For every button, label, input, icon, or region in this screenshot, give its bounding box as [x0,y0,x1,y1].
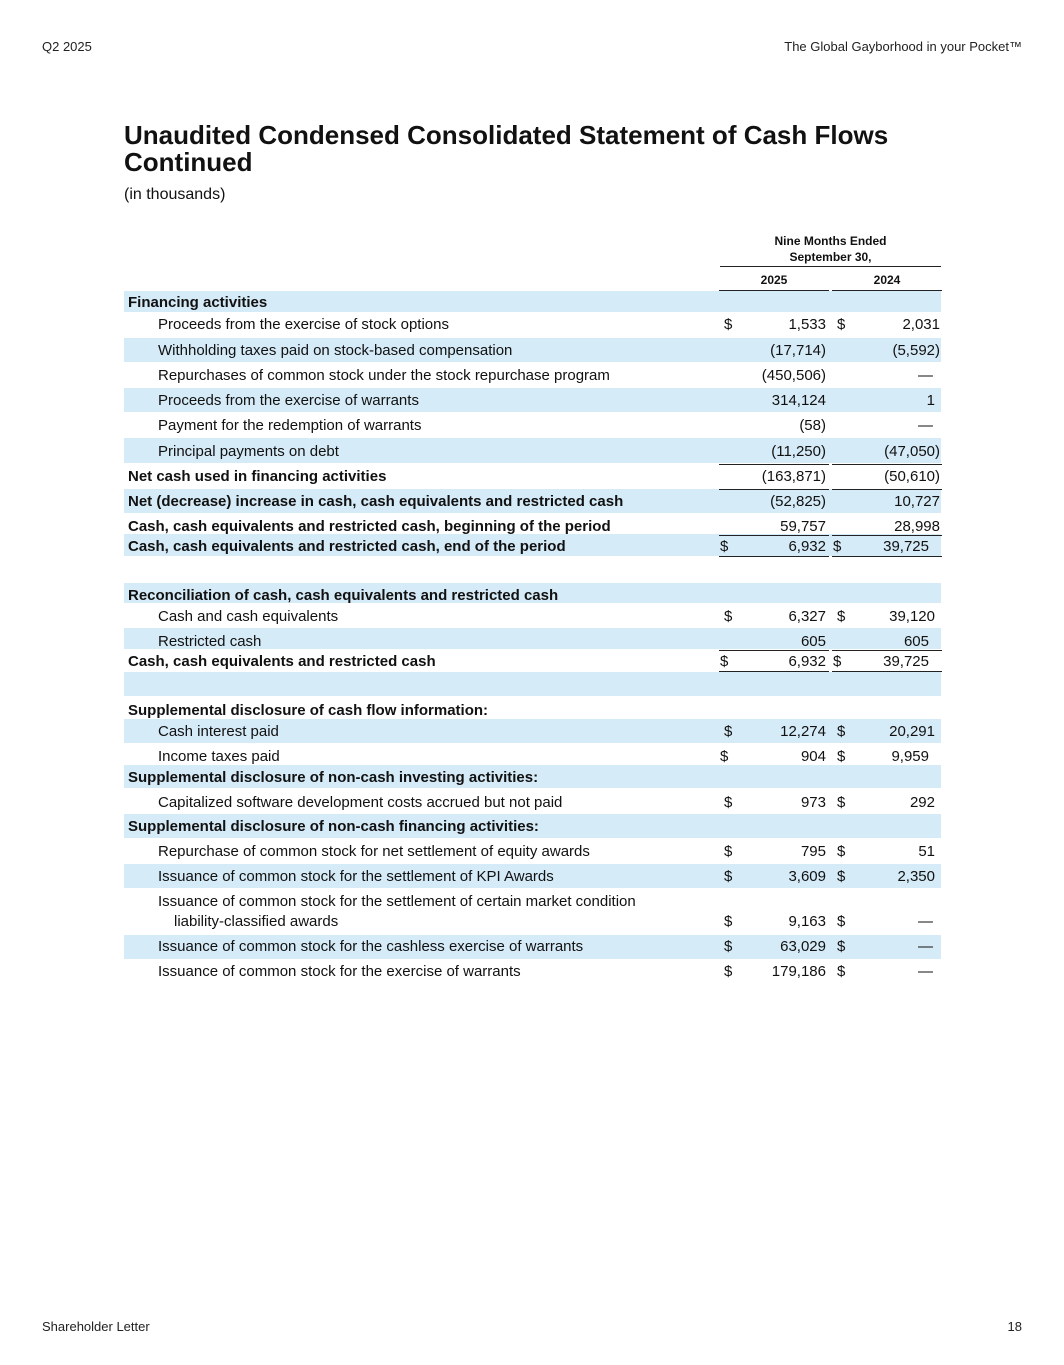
currency-symbol: $ [724,868,733,885]
value-2025: 1,533 [788,316,826,333]
period-line-2: September 30, [789,250,872,264]
value-2025: (163,871) [761,468,826,485]
subtotal-rule [832,650,942,651]
value-2024: (50,610) [884,468,940,485]
currency-symbol: $ [724,794,733,811]
currency-symbol: $ [720,538,729,555]
row-label: Cash, cash equivalents and restricted cash, beginning of the period [128,518,611,535]
double-rule [832,671,942,672]
row-label: Capitalized software development costs accrued but not paid [158,794,563,811]
currency-symbol: $ [837,608,846,625]
value-2025: 59,757 [780,518,826,535]
row-label-continued: liability-classified awards [174,913,339,930]
value-2025: 314,124 [771,392,826,409]
row-label: Withholding taxes paid on stock-based compensation [158,342,513,359]
units-note: (in thousands) [124,186,226,203]
year-2025-header: 2025 [760,273,788,287]
row-label: Supplemental disclosure of non-cash investing activities: [128,769,539,786]
subtotal-rule [832,489,942,490]
value-2024: — [918,963,933,980]
row-label: Net (decrease) increase in cash, cash equivalents and restricted cash [128,493,624,510]
value-2024: — [918,913,933,930]
period-line-1: Nine Months Ended [774,234,887,248]
subtotal-rule [719,464,829,465]
currency-symbol: $ [724,843,733,860]
row-label: Restricted cash [158,633,262,650]
subtotal-rule [832,464,942,465]
row-label: Cash, cash equivalents and restricted cash, end of the period [128,538,566,555]
row-label: Cash interest paid [158,723,279,740]
value-2024: — [918,417,933,434]
value-2025: 63,029 [780,938,826,955]
value-2024: 28,998 [894,518,940,535]
currency-symbol: $ [837,913,846,930]
value-2024: 605 [903,633,929,650]
value-2024: 10,727 [894,493,940,510]
value-2024: 39,725 [883,538,929,555]
currency-symbol: $ [724,938,733,955]
subtotal-rule [719,650,829,651]
row-label: Income taxes paid [158,748,280,765]
currency-symbol: $ [720,748,729,765]
tagline: The Global Gayborhood in your Pocket™ [784,39,1022,54]
period-header [720,233,941,265]
value-2024: 2,350 [897,868,935,885]
row-label: Issuance of common stock for the settlement of KPI Awards [158,868,554,885]
currency-symbol: $ [837,316,846,333]
currency-symbol: $ [837,938,846,955]
row-label: Proceeds from the exercise of warrants [158,392,419,409]
value-2025: 795 [800,843,826,860]
row-label: Supplemental disclosure of cash flow information: [128,702,489,719]
row-label: Net cash used in financing activities [128,468,387,485]
currency-symbol: $ [724,608,733,625]
value-2024: 51 [918,843,935,860]
value-2025: (450,506) [761,367,826,384]
currency-symbol: $ [724,913,733,930]
quarter-label: Q2 2025 [42,39,92,54]
value-2024: — [918,367,933,384]
row-label: Financing activities [128,294,268,311]
value-2024: 1 [926,392,935,409]
currency-symbol: $ [837,748,846,765]
value-2025: (52,825) [770,493,826,510]
row-label: Supplemental disclosure of non-cash financing activities: [128,818,539,835]
subtotal-rule [719,535,829,536]
value-2024: (5,592) [892,342,940,359]
row-label: Cash and cash equivalents [158,608,339,625]
currency-symbol: $ [837,963,846,980]
double-rule [719,671,829,672]
value-2025: 12,274 [780,723,826,740]
currency-symbol: $ [720,653,729,670]
value-2025: 9,163 [788,913,826,930]
value-2025: (17,714) [770,342,826,359]
page-number: 18 [1007,1319,1022,1334]
period-rule [720,266,941,267]
row-label: Proceeds from the exercise of stock options [158,316,449,333]
year-2024-header: 2024 [873,273,901,287]
value-2025: (11,250) [771,443,826,460]
currency-symbol: $ [837,868,846,885]
value-2025: 605 [800,633,826,650]
page-title: Unaudited Condensed Consolidated Statement of Cash Flows Continued [124,120,889,177]
row-label: Principal payments on debt [158,443,339,460]
row-label: Issuance of common stock for the settlement of certain market condition [158,893,636,910]
value-2025: 904 [800,748,826,765]
row-label: Issuance of common stock for the exercise of warrants [158,963,521,980]
value-2024: 292 [909,794,935,811]
currency-symbol: $ [837,843,846,860]
value-2024: 39,120 [889,608,935,625]
value-2024: 20,291 [889,723,935,740]
currency-symbol: $ [724,723,733,740]
currency-symbol: $ [837,723,846,740]
double-rule [832,556,942,557]
row-label: Repurchases of common stock under the stock repurchase program [158,367,610,384]
currency-symbol: $ [724,316,733,333]
value-2025: 179,186 [771,963,826,980]
currency-symbol: $ [833,538,842,555]
value-2024: (47,050) [884,443,940,460]
row-band [124,672,941,696]
row-label: Repurchase of common stock for net settlement of equity awards [158,843,590,860]
double-rule [719,556,829,557]
value-2025: 973 [800,794,826,811]
value-2024: 2,031 [902,316,940,333]
value-2025: (58) [799,417,826,434]
currency-symbol: $ [724,963,733,980]
value-2025: 6,932 [788,538,826,555]
currency-symbol: $ [837,794,846,811]
value-2024: — [918,938,933,955]
value-2025: 6,327 [788,608,826,625]
subtotal-rule [832,535,942,536]
row-label: Cash, cash equivalents and restricted cash [128,653,436,670]
row-label: Issuance of common stock for the cashless exercise of warrants [158,938,584,955]
row-label: Reconciliation of cash, cash equivalents and restricted cash [128,587,559,604]
footer-label: Shareholder Letter [42,1319,150,1334]
value-2024: 9,959 [891,748,929,765]
value-2025: 3,609 [788,868,826,885]
subtotal-rule [719,489,829,490]
currency-symbol: $ [833,653,842,670]
row-label: Payment for the redemption of warrants [158,417,422,434]
value-2025: 6,932 [788,653,826,670]
value-2024: 39,725 [883,653,929,670]
